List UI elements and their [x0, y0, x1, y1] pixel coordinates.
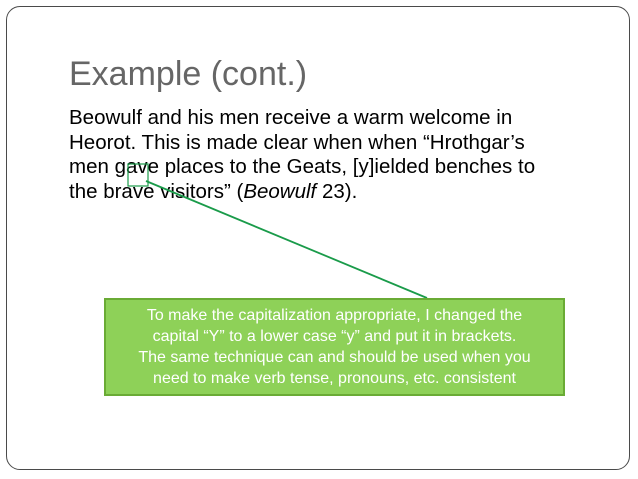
- body-line: Beowulf and his men receive a warm welcome in: [69, 106, 513, 129]
- slide-title: Example (cont.): [69, 55, 308, 93]
- citation-page: 23).: [316, 179, 358, 203]
- callout-box: [104, 298, 565, 396]
- callout-line: need to make verb tense, pronouns, etc. consistent: [153, 370, 516, 387]
- highlight-box: [128, 164, 148, 186]
- callout-line: capital “Y” to a lower case “y” and put it in brackets.: [152, 328, 517, 345]
- body-line: Heorot. This is made clear when when “Hrothgar’s: [69, 130, 525, 154]
- body-line: men gave places to the Geats, [y]ielded benches to: [69, 155, 536, 178]
- citation-title: Beowulf: [243, 179, 317, 203]
- citation-quote-end: the brave visitors” (: [69, 179, 244, 203]
- connector-line: [146, 181, 427, 298]
- callout-line: To make the capitalization appropriate, I changed the: [146, 307, 523, 324]
- callout-line: The same technique can and should be used when you: [138, 349, 531, 366]
